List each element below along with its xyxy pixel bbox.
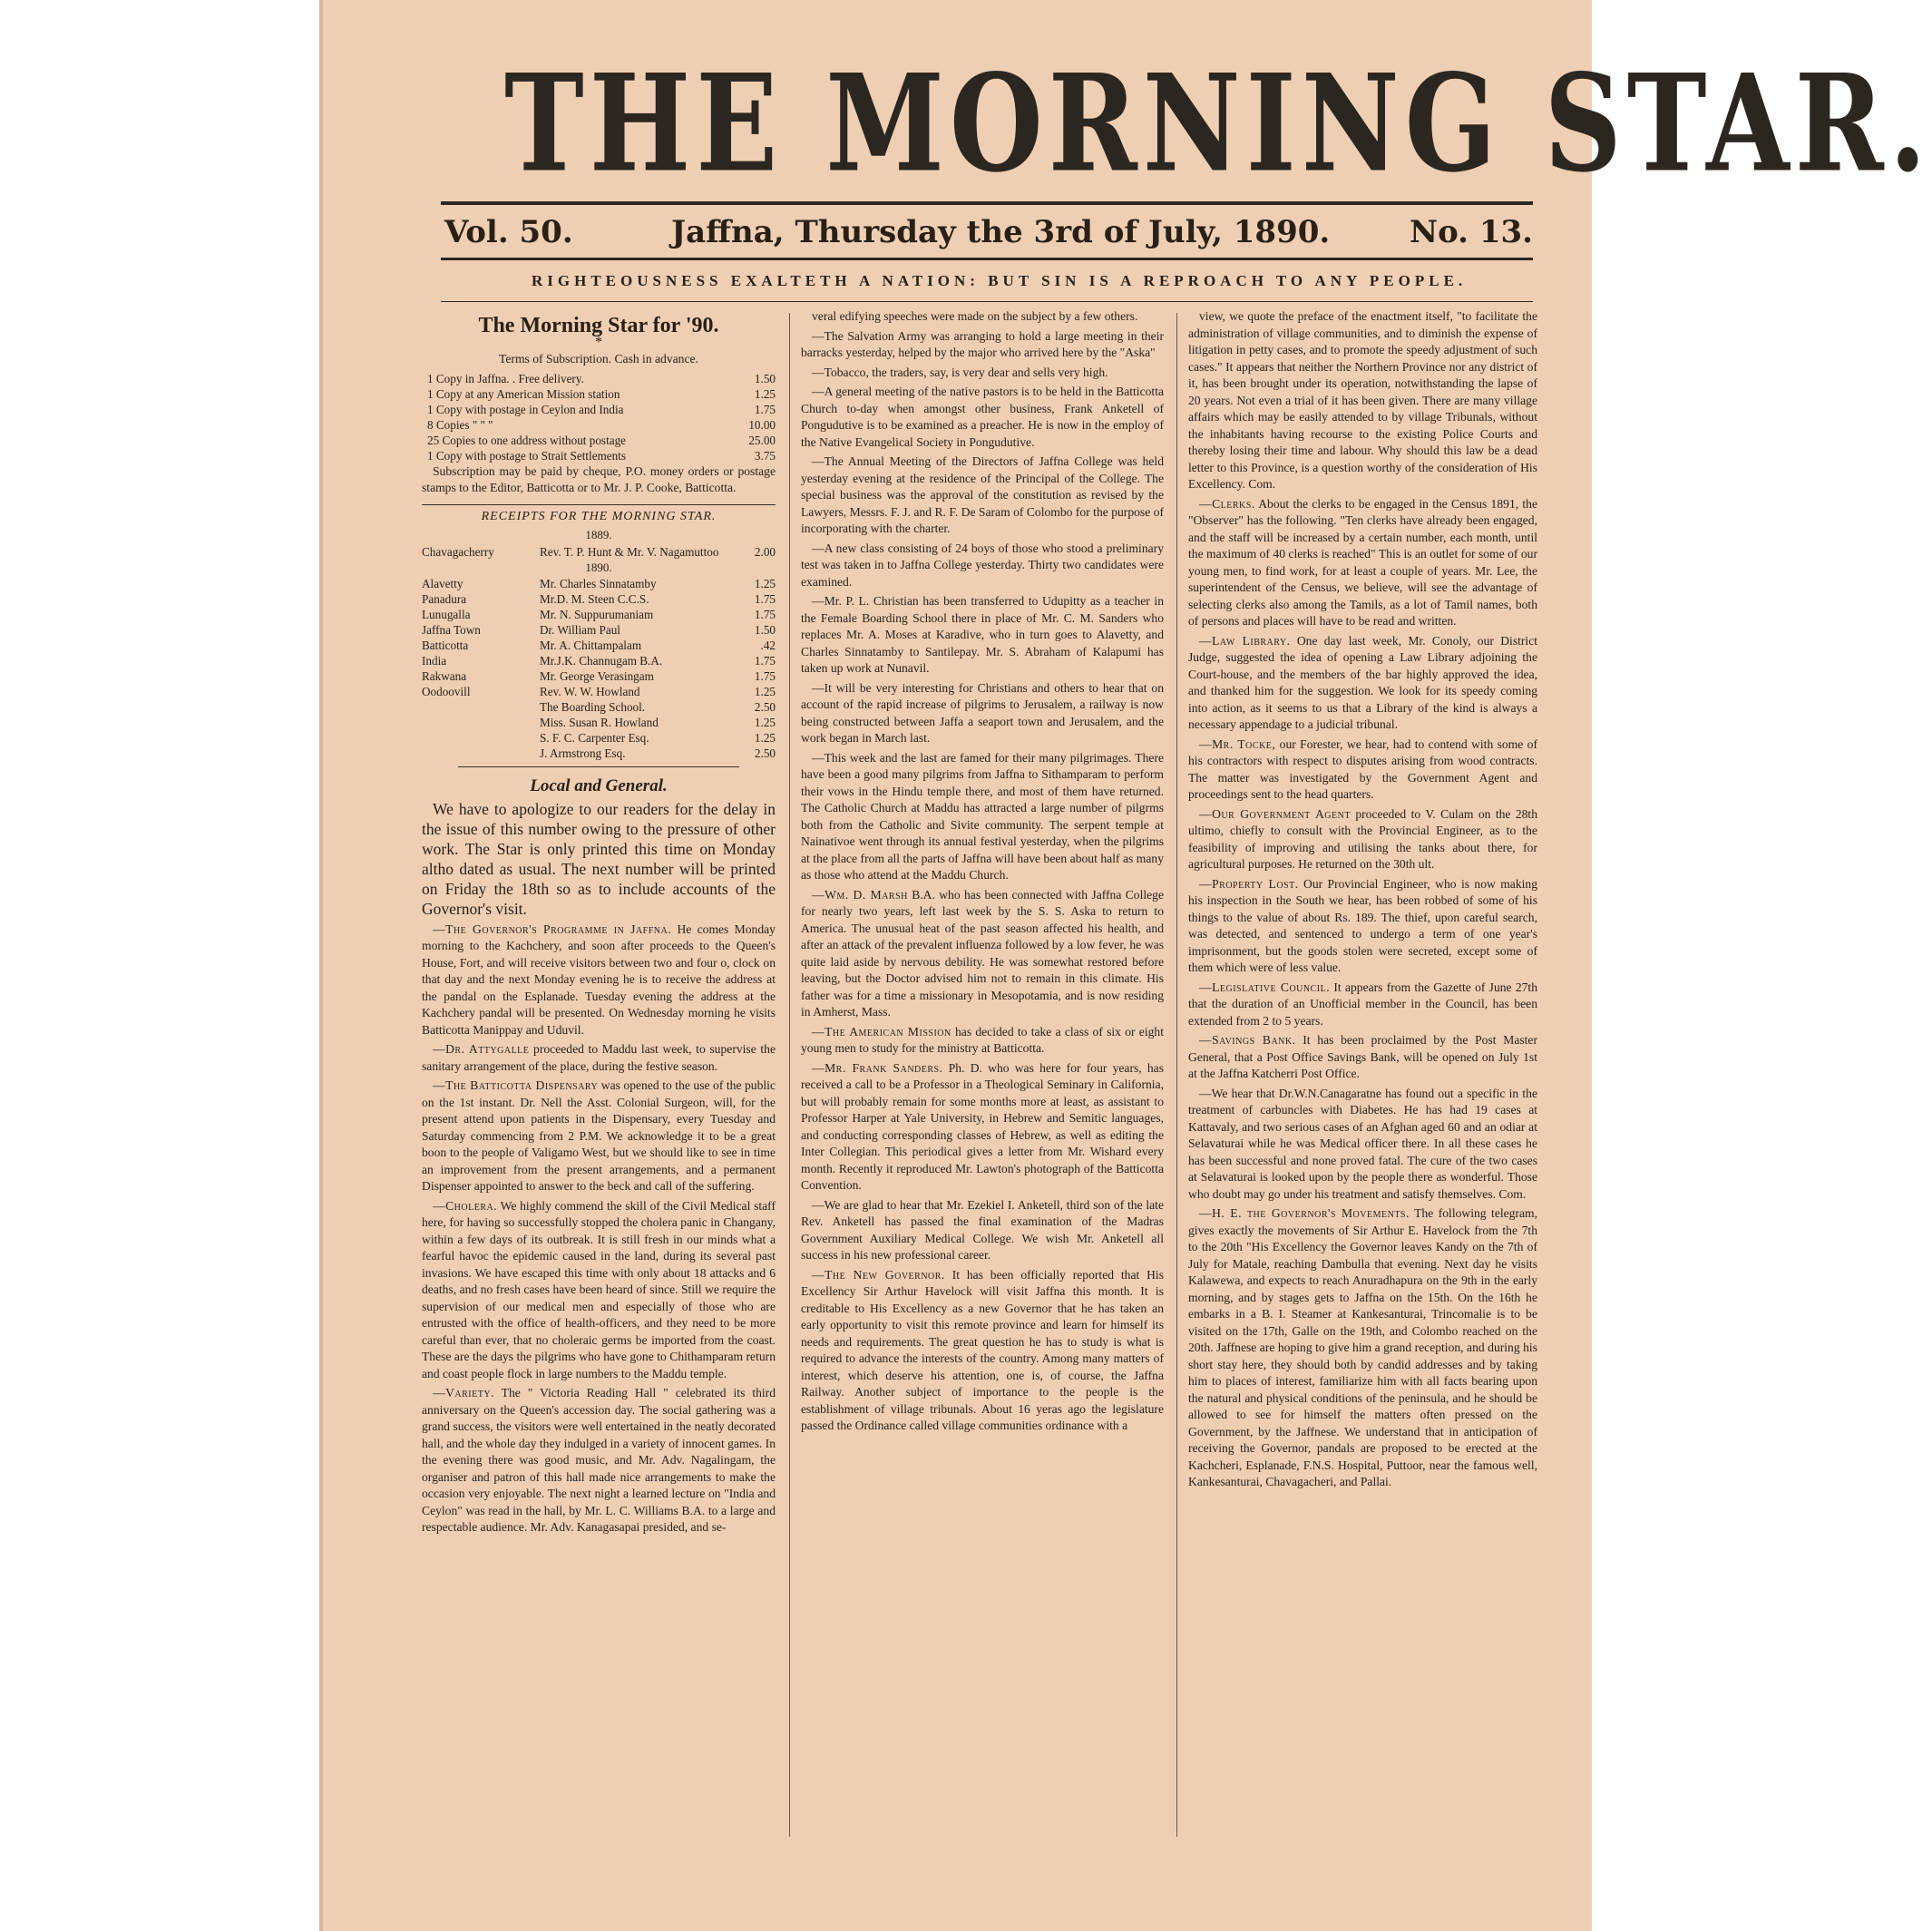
news-item-lead: —The American Mission bbox=[812, 1024, 951, 1039]
news-item-lead: —Variety. bbox=[433, 1386, 494, 1399]
receipt-place bbox=[422, 746, 540, 761]
price-row bbox=[422, 402, 776, 417]
news-item-text: We highly commend the skill of the Civil Medical staff here, for having so successfully stopped the cholera panic in Changany, within a few days of its outbreak. It is still fresh in our minds what a fearful havoc the epidemic caused in the land, during its several past invasions. We have escaped this time with only about 18 attacks and 6 deaths, and no fresh cases have been heard of since. Still we require the supervision of our medical men and especially of those who are entrusted with the office of health-officers, and they need to be more careful than ever, that no choleraic germs be imported from the coast. These are the days the pilgrims who have gone to Chithamparam return and coast people flock in large numbers to the Maddu temple. bbox=[422, 1198, 776, 1380]
receipt-name: Dr. William Paul bbox=[540, 623, 620, 637]
news-item-text: —A new class consisting of 24 boys of those who stood a preliminary test was taken in to Jaffna College yesterday. Thirty two candidates were examined. bbox=[801, 541, 1164, 589]
news-item-lead: —Clerks. bbox=[1199, 496, 1255, 511]
news-item-lead: —Property Lost. bbox=[1199, 876, 1299, 891]
news-item bbox=[801, 308, 1164, 326]
column-1 bbox=[422, 308, 776, 1539]
price-row bbox=[422, 371, 776, 386]
news-item bbox=[1188, 633, 1537, 734]
price-row bbox=[422, 417, 776, 433]
news-item-text: The following telegram, gives exactly the movements of Sir Arthur E. Havelock from the 7th to the 20th "His Excellency the Governor leaves Kandy on the 7th of July for Matale, reaching Dambulla that evening. Next day he visits Kalawewa, and expects to reach Anuradhapura on the 9th in the early morning, and by stages gets to Jaffna on the 15th. On the 16th he embarks in a B. I. Steamer at Kankesanturai, Trincomalie is to be visited on the 17th, Galle on the 19th, and Colombo reached on the 20th. Jaffnese are hoping to give him a grand reception, and during his short stay here, they should both by candid addresses and by taking him to places of interest, familiarize him with all facts bearing upon the natural and physical conditions of the peninsula, and he should be allowed to see for himself the matters often pressed on the Government, by the Jaffnese. We understand that in anticipation of receiving the Governor, pandals are proposed to be erected at the Kachcheri, Esplanade, F.N.S. Hospital, Puttoor, near the famous well, Kankesanturai, Chavagacheri, and Pallai. bbox=[1188, 1206, 1537, 1488]
receipt-name: Rev. T. P. Hunt & Mr. V. Nagamuttoo bbox=[540, 544, 719, 559]
column-divider-1 bbox=[789, 313, 790, 1837]
receipt-name: Miss. Susan R. Howland bbox=[540, 716, 659, 729]
receipts-1890 bbox=[422, 576, 776, 761]
news-item bbox=[801, 750, 1164, 884]
news-item-text: —Tobacco, the traders, say, is very dear and sells very high. bbox=[812, 365, 1108, 379]
news-item-lead: —Savings Bank. bbox=[1199, 1033, 1296, 1047]
news-item-text: —Mr. P. L. Christian has been transferred to Udupitty as a teacher in the Female Boarding School there in place of Mr. C. M. Sanders who replaces Mr. A. Moses at Karadive, who in turn goes to Alavetty, and Charles Sinnatamby to Santilepay. Mr. S. Abraham of Kalapumi has taken up work at Nunavil. bbox=[801, 594, 1164, 675]
receipt-row bbox=[422, 638, 776, 653]
receipt-row bbox=[422, 576, 776, 591]
news-item-text: —It will be very interesting for Christians and others to hear that on account of the rapid increase of pilgrims to Jerusalem, a railway is now being constructed between Jaffa a seaport town and Jerusalem, and the work began in March last. bbox=[801, 680, 1164, 745]
receipt-amount: .42 bbox=[760, 639, 776, 652]
news-item-lead: —Law Library. bbox=[1199, 633, 1291, 648]
column-divider-2 bbox=[1176, 313, 1177, 1837]
news-item-lead: —Wm. D. Marsh bbox=[812, 887, 908, 902]
star-ornament: * bbox=[595, 334, 602, 350]
receipt-amount: 2.50 bbox=[754, 700, 776, 714]
receipt-amount: 2.00 bbox=[754, 544, 776, 559]
price-label: 1 Copy at any American Mission station bbox=[427, 386, 620, 401]
motto-rule bbox=[441, 301, 1533, 302]
news-item bbox=[422, 1078, 776, 1195]
receipt-name: The Boarding School. bbox=[540, 700, 646, 714]
news-item bbox=[801, 1060, 1164, 1195]
news-item bbox=[1188, 496, 1537, 630]
subscription-terms: Terms of Subscription. Cash in advance. bbox=[499, 352, 698, 366]
receipt-amount: 1.75 bbox=[754, 654, 776, 668]
news-item bbox=[1188, 1086, 1537, 1204]
motto: RIGHTEOUSNESS EXALTETH A NATION: BUT SIN IS A REPROACH TO ANY PEOPLE. bbox=[532, 272, 1468, 289]
price-amount: 1.25 bbox=[754, 386, 776, 401]
news-item-text: Ph. D. who was here for four years, has received a call to be a Professor in a Theological Seminary in California, but will probably remain for some months more at least, as assistant to Professor Harper at Yale University, in Hebrew and Semitic languages, and conducting corresponding classes of Hebrew, as well as editing the Inter Collegian. This periodical gives a letter from Mr. Wishard every month. Recently it reproduced Mr. Lawton's photograph of the Batticotta Convention. bbox=[801, 1060, 1165, 1192]
receipt-name: Mr. A. Chittampalam bbox=[540, 639, 642, 652]
news-item-text: —This week and the last are famed for their many pilgrimages. There have been a good many pilgrims from Jaffna to Sithamparam to perform their vows in the Hindu temple there, and most of them have returned. The Catholic Church at Maddu has attracted a large number of pilgrms both from the Catholic and Sivite community. The serpent temple at Nainativoe went through its annual festival yesterday, when the pilgrims at the place from all the parts of Jaffna will have been about half as many as those who attend at the Maddu Church. bbox=[801, 750, 1164, 882]
news-item-text: —We are glad to hear that Mr. Ezekiel I. Anketell, third son of the late Rev. Anketell has passed the final examination of the Madras Government Auxiliary Medical College. We wish Mr. Anketell all success in his new professional career. bbox=[801, 1197, 1164, 1262]
receipt-amount: 1.75 bbox=[754, 608, 776, 621]
news-item-lead: —Mr. Tocke, bbox=[1199, 736, 1276, 751]
news-item-text: —The Annual Meeting of the Directors of Jaffna College was held yesterday evening at the residence of the Principal of the College. The special business was the approval of the constitution as revised by the Lawyers, Messrs. F. J. and R. F. De Saram of Colombo for the purpose of incorporating with the charter. bbox=[801, 454, 1164, 535]
dateline-rule-bottom bbox=[441, 258, 1533, 260]
receipts-year-1889: 1889. bbox=[585, 528, 612, 541]
receipt-place: Rakwana bbox=[422, 669, 467, 683]
news-item-text: One day last week, Mr. Conoly, our District Judge, suggested the idea of opening a Law Library adjoining the Court-house, and the members of the bar highly approved the idea, and thanked him for the suggestion. We look for its speedy coming into action, as it seems to us that a Library of the kind is always a necessary appendage to a judicial tribunal. bbox=[1188, 633, 1537, 731]
price-amount: 25.00 bbox=[748, 433, 776, 447]
news-item-text: proceeded to V. Culam on the 28th ultimo, chiefly to consult with the Provincial Engineer, as to the feasibility of improving and utilising the tanks about there, for agricultural purposes. He returned on the 30th ult. bbox=[1188, 806, 1538, 871]
receipt-place: Jaffna Town bbox=[422, 623, 481, 637]
column-3 bbox=[1188, 308, 1537, 1494]
news-item bbox=[801, 1267, 1164, 1435]
price-label: 25 Copies to one address without postage bbox=[427, 433, 627, 447]
receipt-row bbox=[422, 607, 776, 622]
news-item-lead: —Cholera. bbox=[433, 1198, 498, 1213]
apology-notice: We have to apologize to our readers for the delay in the issue of this number owing to the pressure of other work. The Star is only printed this time on Monday altho dated as usual. The next number will be printed on Friday the 18th so as to include accounts of the Governor's visit. bbox=[422, 799, 776, 918]
receipt-name: Mr. George Verasingam bbox=[540, 669, 654, 683]
news-item bbox=[1188, 980, 1537, 1030]
news-item-text: veral edifying speeches were made on the subject by a few others. bbox=[812, 309, 1138, 323]
receipt-row bbox=[422, 746, 776, 761]
news-item-lead: —The Batticotta Dispensary bbox=[433, 1078, 599, 1092]
masthead-rule-top bbox=[441, 201, 1533, 205]
news-item bbox=[1188, 876, 1537, 977]
local-general-heading: Local and General. bbox=[530, 776, 668, 795]
column-1-articles bbox=[422, 922, 776, 1536]
news-item-text: proceeded to Maddu last week, to supervise the sanitary arrangement of the place, during the festive season. bbox=[422, 1042, 776, 1073]
receipt-amount: 1.50 bbox=[754, 623, 776, 637]
receipt-name: Mr. Charles Sinnatamby bbox=[540, 577, 657, 590]
news-item-text: view, we quote the preface of the enactment itself, "to facilitate the administration of village communities, and to diminish the expense of litigation in petty cases, and to promote the speedy adjustment of such cases." It appears that neither the Northern Province nor any district of it, has been brought under its operation, notwithstanding the lapse of 20 years. Not even a trial of it has been given. There are many village affairs which may be easily attended to by village Tribunals, without the inhabitants having recourse to the existing Police Courts and thereby losing their time and labour. Why should this law be a dead letter to this Province, is a question worthy of the consideration of His Excellency. Com. bbox=[1188, 309, 1537, 491]
news-item bbox=[801, 887, 1164, 1021]
news-item-text: The " Victoria Reading Hall " celebrated its third anniversary on the Queen's accession day. The social gathering was a grand success, the visitors were well entertained in the neatly decorated hall, and the whole day they indulged in a variety of innocent games. In the evening there was good music, and Mr. Adv. Nagalingam, the organiser and patron of this hall made nice arrangements to make the occasion very enjoyable. The next night a learned lecture on "India and Ceylon" was read in the hall, by Mr. L. C. Williams B.A. to a large and respectable audience. Mr. Adv. Kanagasapai presided, and se- bbox=[422, 1386, 776, 1534]
receipt-name: Rev. W. W. Howland bbox=[540, 685, 640, 698]
volume-number: Vol. 50. bbox=[444, 214, 573, 250]
receipt-row bbox=[422, 715, 776, 730]
receipt-row bbox=[422, 668, 776, 684]
receipt-name: S. F. C. Carpenter Esq. bbox=[540, 731, 649, 745]
receipt-amount: 1.25 bbox=[754, 716, 776, 729]
news-item-text: —The Salvation Army was arranging to hold a large meeting in their barracks yesterday, helped by the major who arrived here by the "Aska" bbox=[801, 328, 1164, 359]
section-divider bbox=[458, 766, 739, 767]
news-item-text: He comes Monday morning to the Kachchery, and soon after proceeds to the Queen's House, Fort, and will receive visitors between two and four o, clock on that day and the next Monday evening he is to receive the address at the pandal on the Esplanade. Tuesday evening the address at the Kachchery pandal will be presented. On Wednesday morning he visits Batticotta Manippay and Uduvil. bbox=[422, 922, 776, 1037]
price-label: 1 Copy in Jaffna. . Free delivery. bbox=[427, 371, 584, 385]
news-item-text: was opened to the use of the public on the 1st instant. Dr. Nell the Asst. Colonial Surgeon, will, for the present attend upon patients in the Dispensary, every Tuesday and Saturday commencing from 2 P.M. We acknowledge it to be a great boon to the people of Valigamo West, but we should like to see in time an improvement from the present arrangements, and a permanent Dispenser appointed to answer to the beck and call of the suffering. bbox=[422, 1078, 776, 1193]
subscription-note: Subscription may be paid by cheque, P.O. money orders or postage stamps to the Editor, Batticotta or to Mr. J. P. Cooke, Batticotta. bbox=[422, 463, 776, 494]
receipt-place: Chavagacherry bbox=[422, 544, 494, 559]
receipt-row bbox=[422, 684, 776, 699]
price-list bbox=[422, 371, 776, 463]
issue-date: Jaffna, Thursday the 3rd of July, 1890. bbox=[671, 214, 1331, 250]
news-item bbox=[1188, 1032, 1537, 1083]
news-item-text: B.A. who has been connected with Jaffna College for nearly two years, left last week by the S. S. Aska to return to America. The unusual heat of the past season affected his health, and after an attack of the prevalent influenza followed by a low fever, he was quite laid aside by nervous debility. He was somewhat restored before leaving, but the Doctor advised him not to remain in this climate. His father was for a time a missionary in Mesopotamia, and is now residing in Amherst, Mass. bbox=[801, 887, 1164, 1019]
news-item-lead: —Our Government Agent bbox=[1199, 806, 1351, 821]
receipt-row bbox=[422, 730, 776, 746]
receipt-place: Panadura bbox=[422, 592, 467, 606]
receipt-row bbox=[422, 622, 776, 638]
price-amount: 1.50 bbox=[754, 371, 776, 385]
price-amount: 10.00 bbox=[748, 417, 776, 432]
news-item-text: has decided to take a class of six or eight young men to study for the ministry at Batticotta. bbox=[801, 1024, 1164, 1055]
receipts-1889 bbox=[422, 544, 776, 560]
news-item bbox=[801, 1197, 1164, 1264]
price-label: 1 Copy with postage in Ceylon and India bbox=[427, 402, 624, 416]
masthead-title: THE MORNING STAR. bbox=[504, 44, 1932, 202]
news-item-text: —A general meeting of the native pastors is to be held in the Batticotta Church to-day when amongst other business, Frank Anketell of Pongudutive is to be examined as a preacher. He is now in the employ of the Native Evangelical Society in Pongudutive. bbox=[801, 385, 1164, 449]
news-item bbox=[1188, 1205, 1537, 1491]
news-item bbox=[1188, 308, 1537, 493]
news-item-lead: —Dr. Attygalle bbox=[433, 1042, 530, 1056]
receipt-place: Alavetty bbox=[422, 577, 463, 590]
issue-number: No. 13. bbox=[1410, 214, 1533, 250]
news-item bbox=[422, 1385, 776, 1536]
receipts-title: RECEIPTS FOR THE MORNING STAR. bbox=[422, 504, 776, 526]
receipt-name: Mr.D. M. Steen C.C.S. bbox=[540, 592, 649, 606]
subscription-heading: The Morning Star for '90. bbox=[478, 314, 719, 337]
receipt-place: Lunugalla bbox=[422, 608, 471, 621]
news-item-text: —We hear that Dr.W.N.Canagaratne has found out a specific in the treatment of carbuncles with Diabetes. He has had 19 cases at Kattavaly, and two serious cases of an Afghan aged 60 and an odiar at Selavaturai while he was Medical officer there. In all these cases he has been successful and none proved fatal. The cure of the two cases at Selavaturai is looked upon by the people there as wonderful. Those who doubt may go under his treatment and satisfy themselves. Com. bbox=[1188, 1086, 1537, 1201]
receipt-name: Mr. N. Suppurumaniam bbox=[540, 608, 654, 621]
news-item bbox=[1188, 806, 1537, 873]
price-amount: 3.75 bbox=[754, 448, 776, 463]
receipt-amount: 1.25 bbox=[754, 685, 776, 698]
news-item bbox=[801, 541, 1164, 591]
news-item-lead: —The New Governor. bbox=[812, 1267, 945, 1282]
news-item-lead: —H. E. the Governor's Movements. bbox=[1199, 1206, 1410, 1220]
price-amount: 1.75 bbox=[754, 402, 776, 416]
news-item bbox=[801, 328, 1164, 362]
receipt-row bbox=[422, 653, 776, 668]
news-item bbox=[801, 680, 1164, 747]
column-2 bbox=[801, 308, 1164, 1438]
news-item-text: It has been officially reported that His Excellency Sir Arthur Havelock will visit Jaffna this month. It is creditable to His Excellency as a new Governor that he has taken an early opportunity to visit this remote province and learn for himself its needs and requirements. The great question he has to study is what is required to advance the interests of the country. Among many matters of interest, which deserve his attention, one is, of course, the Jaffna Railway. Another subject of importance to the people is the establishment of village tribunals. About 16 yeras ago the legislature passed the Ordinance called village communities ordinance with a bbox=[801, 1267, 1164, 1432]
news-item-text: Our Provincial Engineer, who is now making his inspection in the South we hear, has been robbed of some of his things to the value of about Rs. 189. The thief, upon careful search, was detected, and sentenced to undergo a term of one year's imprisonment, but the goods stolen were secreted, except some of them which were of less value. bbox=[1188, 876, 1537, 974]
price-row bbox=[422, 386, 776, 402]
news-item bbox=[422, 1041, 776, 1075]
news-item bbox=[801, 453, 1164, 538]
receipt-amount: 1.25 bbox=[754, 731, 776, 745]
receipt-place bbox=[422, 715, 540, 730]
receipts-year-1890: 1890. bbox=[585, 560, 612, 574]
receipt-place: Oodoovill bbox=[422, 685, 471, 698]
news-item-text: About the clerks to be engaged in the Census 1891, the "Observer" has the following. "Ten clerks have already been engaged, and the staff will be increased by a certain number, each month, until the maximum of 40 clerks is reached" This is an outlet for some of our young men, to find work, for at least a couple of years. Mr. Lee, the superintendent of the Census, we believe, will see the advantage of selecting clerks also among the Tamils, as a lot of Tamil names, both of persons and places will have to be read and written. bbox=[1188, 496, 1537, 628]
receipt-row bbox=[422, 699, 776, 715]
news-item bbox=[1188, 736, 1537, 804]
news-item bbox=[422, 922, 776, 1039]
receipt-place bbox=[422, 730, 540, 746]
receipt-place: India bbox=[422, 654, 447, 668]
receipt-place: Batticotta bbox=[422, 639, 469, 652]
receipt-row bbox=[422, 591, 776, 607]
news-item bbox=[801, 365, 1164, 382]
receipt-amount: 1.25 bbox=[754, 577, 776, 590]
news-item-lead: —Mr. Frank Sanders. bbox=[812, 1060, 943, 1075]
price-label: 8 Copies " " " bbox=[427, 417, 493, 432]
receipt-name: Mr.J.K. Channugam B.A. bbox=[540, 654, 663, 668]
column-2-articles bbox=[801, 308, 1164, 1435]
column-3-articles bbox=[1188, 308, 1537, 1491]
price-label: 1 Copy with postage to Strait Settlements bbox=[427, 448, 627, 463]
receipt-row bbox=[422, 544, 776, 560]
news-item-lead: —The Governor's Programme in Jaffna. bbox=[433, 922, 672, 936]
news-item bbox=[422, 1198, 776, 1383]
dateline bbox=[444, 214, 1533, 259]
news-item-text: It appears from the Gazette of June 27th that the duration of an Unofficial member in the Council, has been extended from 2 to 5 years. bbox=[1188, 980, 1538, 1028]
receipt-amount: 1.75 bbox=[754, 669, 776, 683]
news-item-lead: —Legislative Council. bbox=[1199, 980, 1331, 994]
receipt-amount: 2.50 bbox=[754, 746, 776, 760]
news-item bbox=[801, 593, 1164, 678]
price-row bbox=[422, 448, 776, 463]
receipt-place bbox=[422, 699, 540, 715]
news-item-text: our Forester, we hear, had to contend with some of his contractors with respect to disputes arising from wood contracts. The matter was investigated by the Government Agent and proceedings sent to the head quarters. bbox=[1188, 736, 1537, 801]
news-item bbox=[801, 384, 1164, 451]
news-item-text: It has been proclaimed by the Post Master General, that a Post Office Savings Bank, will be opened on July 1st at the Jaffna Katcherri Post Office. bbox=[1188, 1033, 1537, 1080]
receipt-name: J. Armstrong Esq. bbox=[540, 746, 626, 760]
price-row bbox=[422, 433, 776, 448]
receipt-amount: 1.75 bbox=[754, 592, 776, 606]
news-item bbox=[801, 1024, 1164, 1058]
